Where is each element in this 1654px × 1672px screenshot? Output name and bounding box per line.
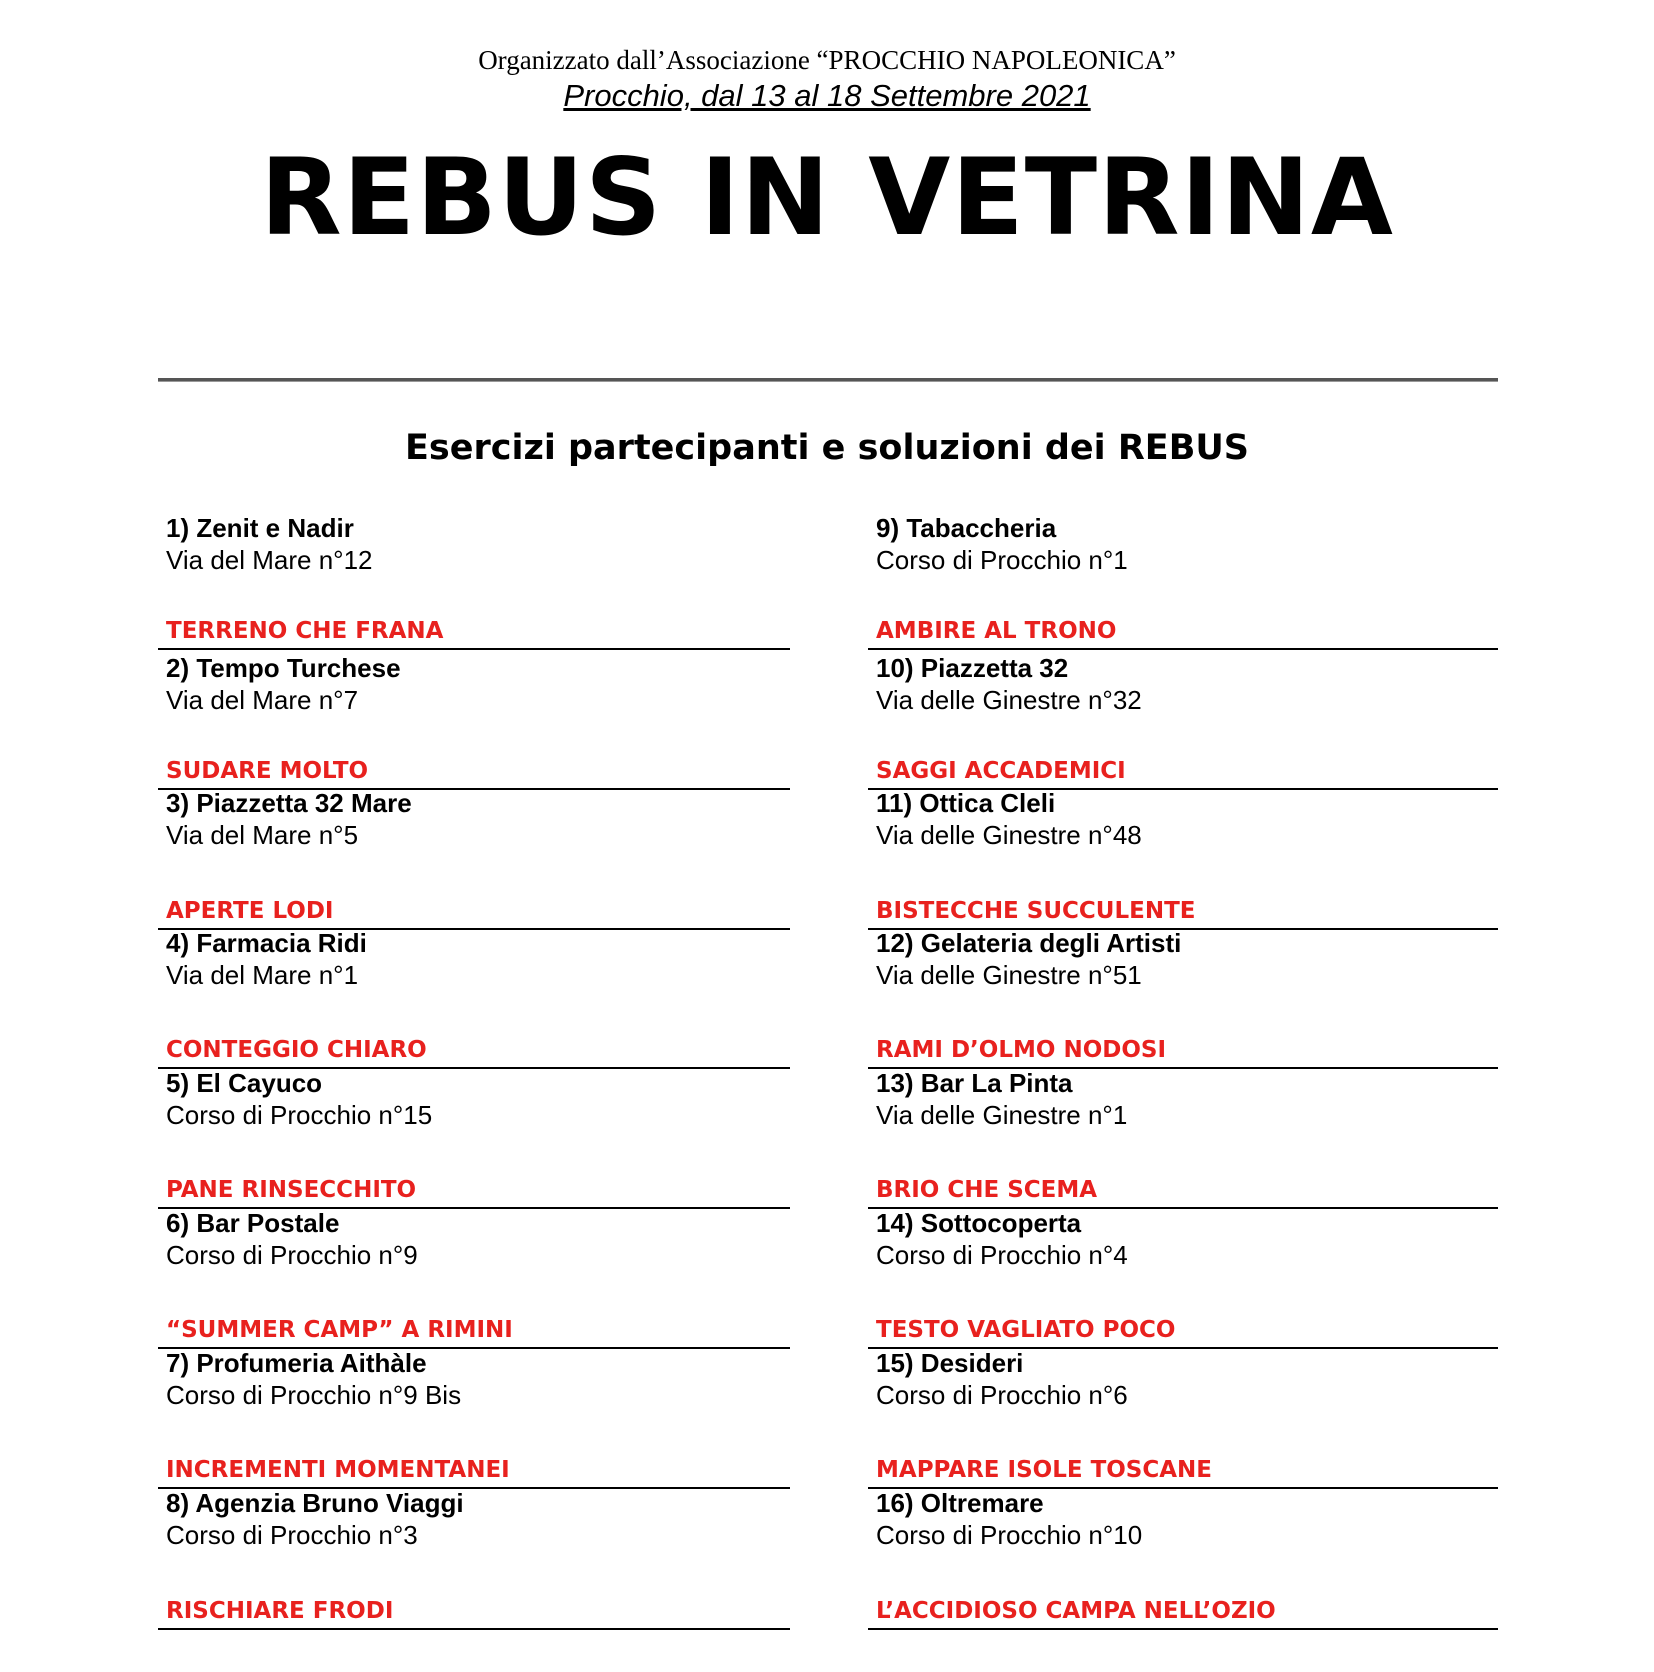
shop-name: 12) Gelateria degli Artisti [876,928,1182,958]
shop-name: 11) Ottica Cleli [876,788,1056,818]
rebus-solution-text: BISTECCHE SUCCULENTE [876,898,1196,924]
shop-name: 10) Piazzetta 32 [876,653,1069,683]
rebus-solution-text: PANE RINSECCHITO [166,1177,417,1203]
shop-entry [166,1067,432,1131]
rebus-solution-text: BRIO CHE SCEMA [876,1177,1098,1203]
shop-entry [166,652,401,716]
shop-entry [166,927,367,991]
shop-entry [876,1067,1127,1131]
shop-entry [166,787,412,851]
rebus-solution-text: SUDARE MOLTO [166,758,369,784]
shop-entry [876,1207,1128,1271]
shop-address: Via delle Ginestre n°48 [876,820,1142,850]
rebus-solution [158,752,790,790]
rebus-solution [868,1311,1498,1349]
shop-name: 6) Bar Postale [166,1208,340,1238]
rebus-solution [158,612,790,650]
shop-name: 14) Sottocoperta [876,1208,1082,1238]
page-title: REBUS IN VETRINA [260,136,1394,259]
shop-name: 7) Profumeria Aithàle [166,1348,427,1378]
rebus-solution-text: SAGGI ACCADEMICI [876,758,1126,784]
rebus-solution [158,1592,790,1630]
organizer-line: Organizzato dall’Associazione “PROCCHIO NAPOLEONICA” [478,45,1176,75]
rebus-solution-text: MAPPARE ISOLE TOSCANE [876,1457,1213,1483]
shop-name: 9) Tabaccheria [876,513,1057,543]
shop-entry [166,1207,418,1271]
rebus-solution-text: “SUMMER CAMP” A RIMINI [166,1317,513,1343]
shop-address: Corso di Procchio n°1 [876,545,1128,575]
shop-entry [876,1347,1128,1411]
rebus-solution-text: L’ACCIDIOSO CAMPA NELL’OZIO [876,1598,1276,1624]
rebus-solution-text: TERRENO CHE FRANA [166,618,444,644]
shop-address: Via delle Ginestre n°51 [876,960,1142,990]
shop-address: Corso di Procchio n°6 [876,1380,1128,1410]
shop-address: Via del Mare n°7 [166,685,359,715]
rebus-solution [868,892,1498,930]
shop-entry [166,1487,464,1551]
shop-address: Corso di Procchio n°3 [166,1520,418,1550]
shop-address: Via del Mare n°12 [166,545,373,575]
rebus-solution [868,1031,1498,1069]
rebus-solution-text: CONTEGGIO CHIARO [166,1037,427,1063]
shop-entry [876,512,1128,576]
divider [158,378,1498,382]
rebus-solution [868,1171,1498,1209]
shop-address: Via del Mare n°1 [166,960,359,990]
rebus-solution [158,892,790,930]
shop-address: Via delle Ginestre n°32 [876,685,1142,715]
shop-name: 16) Oltremare [876,1488,1044,1518]
shop-name: 5) El Cayuco [166,1068,323,1098]
shop-name: 1) Zenit e Nadir [166,513,354,543]
rebus-solution [868,612,1498,650]
rebus-solution [868,1451,1498,1489]
shop-name: 13) Bar La Pinta [876,1068,1073,1098]
event-dates-text: Procchio, dal 13 al 18 Settembre 2021 [563,78,1091,113]
rebus-solution-text: TESTO VAGLIATO POCO [876,1317,1176,1343]
shop-address: Corso di Procchio n°10 [876,1520,1143,1550]
event-dates [0,78,1654,114]
rebus-solution [158,1171,790,1209]
rebus-solution-text: AMBIRE AL TRONO [876,618,1117,644]
shop-name: 15) Desideri [876,1348,1024,1378]
rebus-solution-text: RISCHIARE FRODI [166,1598,394,1624]
section-title: Esercizi partecipanti e soluzioni dei REBUS [404,428,1250,468]
rebus-solution-text: RAMI D’OLMO NODOSI [876,1037,1167,1063]
shop-name: 4) Farmacia Ridi [166,928,367,958]
rebus-solution [158,1451,790,1489]
shop-entry [876,652,1142,716]
rebus-solution [158,1031,790,1069]
shop-address: Via del Mare n°5 [166,820,359,850]
rebus-solution [868,1592,1498,1630]
shop-entry [166,512,373,576]
shop-address: Corso di Procchio n°9 Bis [166,1380,462,1410]
shop-name: 2) Tempo Turchese [166,653,401,683]
shop-address: Corso di Procchio n°15 [166,1100,433,1130]
rebus-solution [868,752,1498,790]
shop-entry [876,787,1142,851]
shop-entry [876,927,1181,991]
shop-address: Corso di Procchio n°4 [876,1240,1128,1270]
shop-entry [876,1487,1142,1551]
shop-address: Via delle Ginestre n°1 [876,1100,1128,1130]
rebus-solution [158,1311,790,1349]
rebus-solution-text: APERTE LODI [166,898,334,924]
shop-entry [166,1347,461,1411]
shop-name: 3) Piazzetta 32 Mare [166,788,412,818]
shop-name: 8) Agenzia Bruno Viaggi [166,1488,464,1518]
shop-address: Corso di Procchio n°9 [166,1240,418,1270]
rebus-solution-text: INCREMENTI MOMENTANEI [166,1457,510,1483]
